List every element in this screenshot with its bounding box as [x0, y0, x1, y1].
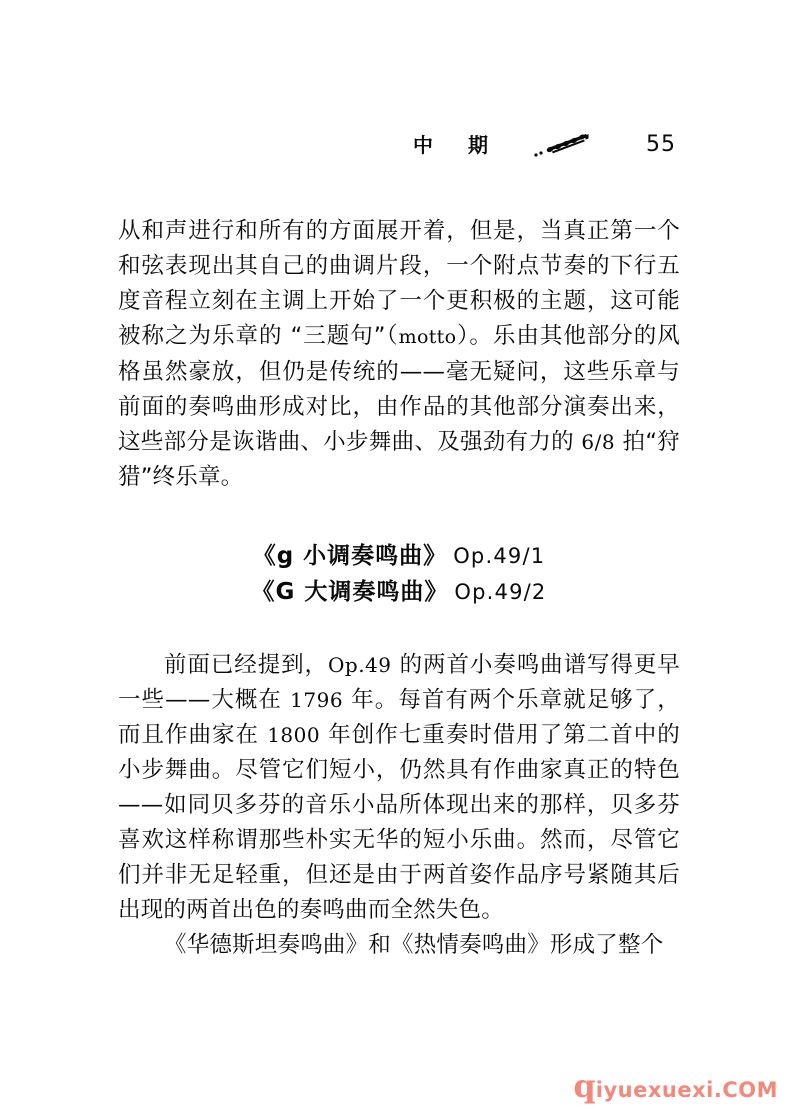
body-paragraph-1-block: [118, 214, 680, 495]
p1-line-2: 和弦表现出其自己的曲调片段，一个附点节奏的下行五: [118, 253, 680, 279]
p2-line-1-part-a: 前面已经提到，: [164, 652, 328, 678]
sonata-heading-1-opus: Op.49/1: [453, 544, 546, 568]
p2-line-2-part-b: 年。每首有两个乐章就足够了，: [343, 687, 680, 713]
year-1796: 1796: [290, 688, 344, 712]
sonata-heading-1: [118, 538, 680, 574]
sonata-heading-2-opus: Op.49/2: [454, 580, 547, 604]
p3-line-1: 《华德斯坦奏鸣曲》和《热情奏鸣曲》形成了整个: [164, 932, 664, 958]
year-1800: 1800: [267, 723, 321, 747]
p2-line-6: 喜欢这样称谓那些朴实无华的短小乐曲。然而，尽管它: [118, 827, 680, 853]
paragraph-2: [118, 648, 680, 928]
p2-line-2-part-a: 一些——大概在: [118, 687, 291, 713]
music-notes-flourish-icon: [528, 128, 602, 162]
p1-line-4-part-a: 被称之为乐章的 “三题句”（: [118, 323, 399, 349]
p1-line-3: 度音程立刻在主调上开始了一个更积极的主题，这可能: [118, 288, 680, 314]
watermark-initial: q: [573, 1067, 596, 1105]
p2-line-4: 小步舞曲。尽管它们短小，仍然具有作曲家真正的特色: [118, 757, 680, 783]
time-signature-value: 6/8: [581, 430, 616, 454]
p1-line-1: 从和声进行和所有的方面展开着，但是，当真正第一个: [118, 218, 680, 244]
sonata-heading-1-title: 《g 小调奏鸣曲》: [252, 543, 448, 569]
opus-49-reference: Op.49: [328, 653, 392, 677]
sonata-headings-block: [118, 538, 680, 610]
watermark-text: iyuexuexi.COM: [595, 1078, 778, 1102]
p2-line-1-part-b: 的两首小奏鸣曲谱写得更早: [391, 652, 680, 678]
p2-line-7: 们并非无足轻重，但还是由于两首姿作品序号紧随其后: [118, 862, 680, 888]
paragraph-3: [118, 928, 680, 963]
running-head: [118, 126, 678, 164]
p2-line-5: ——如同贝多芬的音乐小品所体现出来的那样，贝多芬: [118, 792, 680, 818]
p2-line-3-part-b: 年创作七重奏时借用了第二首中的: [320, 722, 680, 748]
p1-line-7-part-a: 这些部分是诙谐曲、小步舞曲、及强劲有力的: [118, 429, 582, 455]
paragraph-1: [118, 214, 680, 495]
running-head-title: 中 期: [413, 133, 502, 157]
body-paragraph-2-block: [118, 648, 680, 963]
p1-line-5: 格虽然豪放，但仍是传统的——毫无疑问，这些乐章与: [118, 359, 680, 385]
p2-line-3-part-a: 而且作曲家在: [118, 722, 268, 748]
sonata-heading-2-title: 《G 大调奏鸣曲》: [251, 579, 449, 605]
page-number: 55: [646, 132, 676, 157]
motto-latin-term: motto: [398, 326, 457, 348]
p1-line-4-part-b: ）。乐由其他部分的风: [456, 323, 680, 349]
p2-line-8: 出现的两首出色的奏鸣曲而全然失色。: [118, 897, 504, 923]
p1-line-7-part-b: 拍: [615, 429, 646, 455]
sonata-heading-2: [118, 574, 680, 610]
p1-line-6: 前面的奏鸣曲形成对比，由作品的其他部分演奏出来，: [118, 394, 680, 420]
p1-line-8: “狩猎”终乐章。: [118, 429, 680, 490]
site-watermark: [573, 1067, 778, 1105]
